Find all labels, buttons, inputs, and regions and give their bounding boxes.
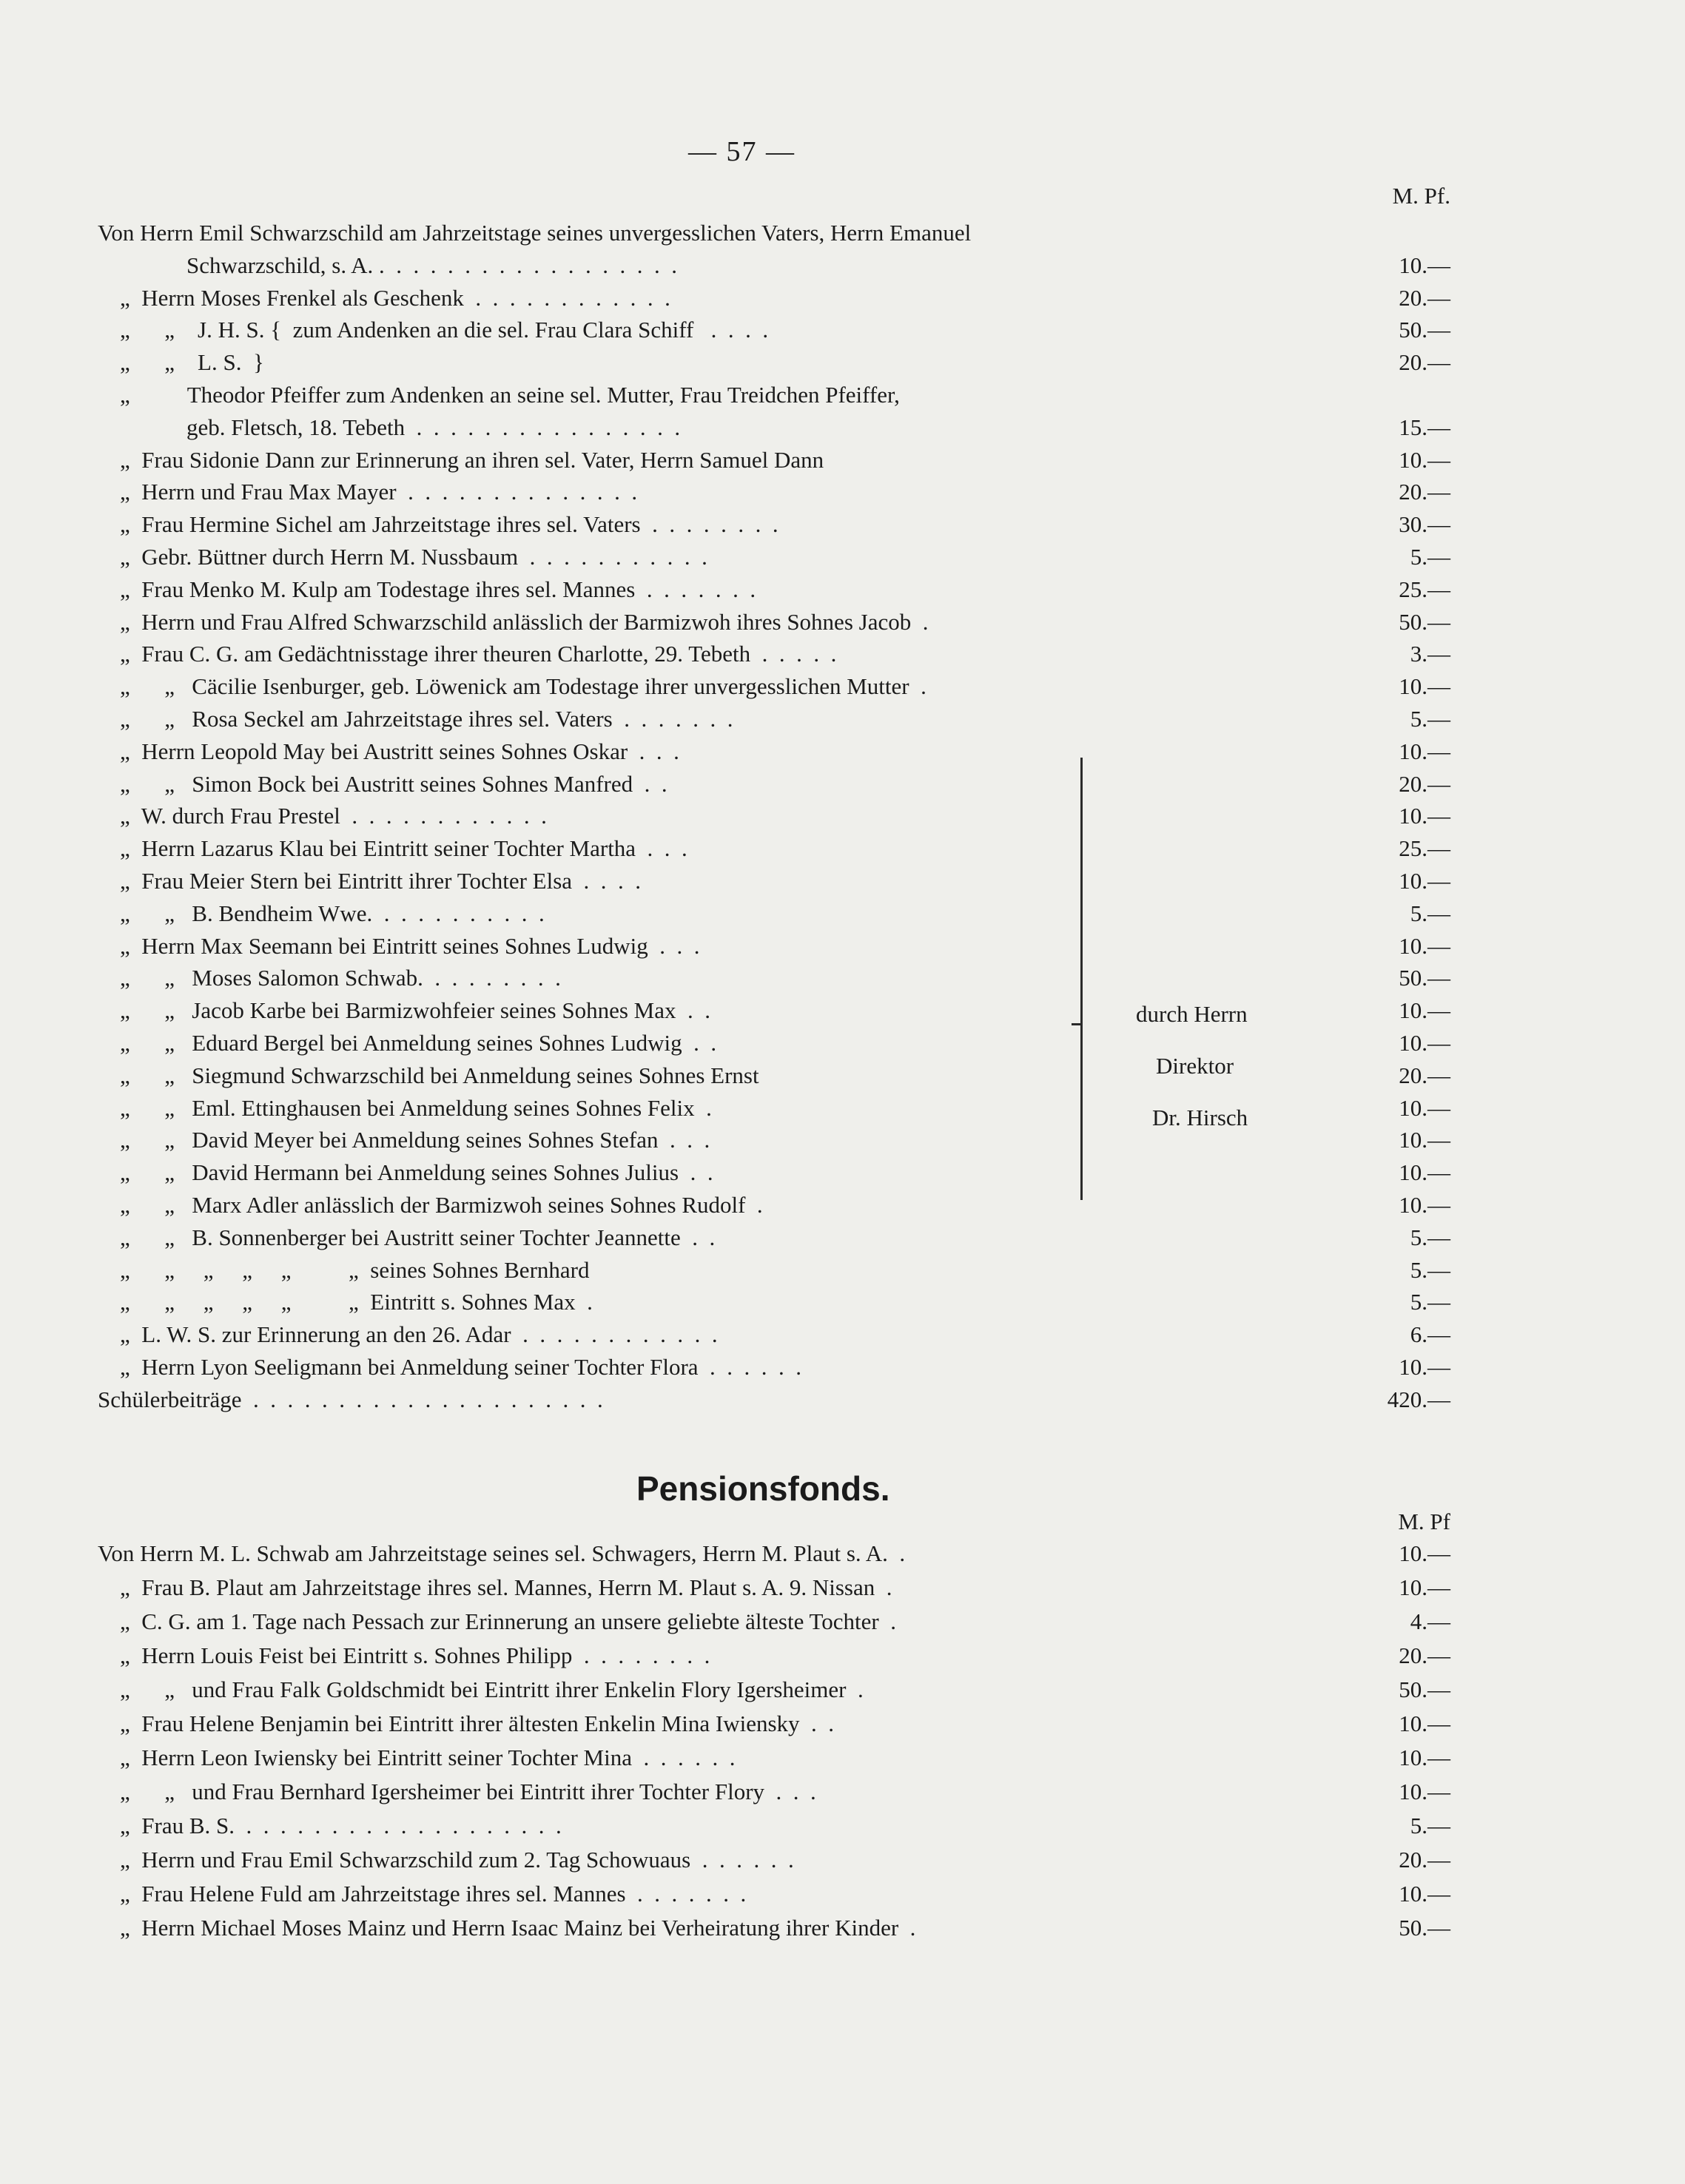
- entry-text: „ Frau Menko M. Kulp am Todestage ihres sel. Mannes . . . . . . .: [120, 576, 756, 602]
- entry-text: „ Herrn und Frau Emil Schwarzschild zum 2. Tag Schowuaus . . . . . .: [120, 1847, 794, 1873]
- entry-text: „ „ und Frau Falk Goldschmidt bei Eintritt ihrer Enkelin Flory Igersheimer .: [120, 1676, 864, 1702]
- entry-amount: 50.—: [1399, 1676, 1450, 1702]
- entry-amount: 20.—: [1399, 1062, 1450, 1088]
- entry-amount: 10.—: [1399, 252, 1450, 278]
- entry-amount: 5.—: [1410, 1256, 1450, 1283]
- entry-amount: 25.—: [1399, 835, 1450, 862]
- entry-text: „ „ Eml. Ettinghausen bei Anmeldung seines Sohnes Felix .: [120, 1094, 712, 1121]
- entry-amount: 25.—: [1399, 576, 1450, 602]
- entry-amount: 5.—: [1410, 900, 1450, 926]
- entry-text: „ Herrn Louis Feist bei Eintritt s. Sohnes Philipp . . . . . . . .: [120, 1642, 710, 1668]
- entry-amount: 20.—: [1399, 1642, 1450, 1668]
- entry-amount: 15.—: [1399, 414, 1450, 440]
- entry-text: „ Frau B. Plaut am Jahrzeitstage ihres sel. Mannes, Herrn M. Plaut s. A. 9. Nissan .: [120, 1574, 892, 1600]
- entry-amount: 5.—: [1410, 1813, 1450, 1838]
- entry-text: „ Herrn Leopold May bei Austritt seines Sohnes Oskar . . .: [120, 738, 679, 764]
- brace-bar-lower: [1080, 1030, 1083, 1200]
- entry-text: „ „ Jacob Karbe bei Barmizwohfeier seines Sohnes Max . .: [120, 997, 711, 1024]
- entry-text: Von Herrn Emil Schwarzschild am Jahrzeitstage seines unvergesslichen Vaters, Herrn Emanuel: [98, 220, 972, 246]
- entry-amount: 10.—: [1399, 868, 1450, 894]
- entry-amount: 10.—: [1399, 1745, 1450, 1770]
- entry-amount: 10.—: [1399, 1192, 1450, 1218]
- currency-header-2: M. Pf: [1398, 1509, 1450, 1534]
- brace-note-line-3: Dr. Hirsch: [1152, 1105, 1248, 1130]
- entry-amount: 10.—: [1399, 997, 1450, 1024]
- entry-text: „ „ Siegmund Schwarzschild bei Anmeldung seines Sohnes Ernst: [120, 1062, 759, 1088]
- entry-amount: 10.—: [1399, 1540, 1450, 1566]
- entry-amount: 5.—: [1410, 1289, 1450, 1315]
- entry-amount: 10.—: [1399, 1711, 1450, 1736]
- entry-text: „ Frau Meier Stern bei Eintritt ihrer Tochter Elsa . . . .: [120, 868, 642, 894]
- entry-amount: 4.—: [1410, 1608, 1450, 1634]
- entry-text: „ „ David Hermann bei Anmeldung seines Sohnes Julius . .: [120, 1159, 713, 1186]
- page-number: — 57 —: [688, 136, 796, 167]
- brace-note-line-2: Direktor: [1156, 1053, 1234, 1079]
- entry-text: „ „ David Meyer bei Anmeldung seines Sohnes Stefan . . .: [120, 1127, 710, 1153]
- entry-text: „ Frau Helene Fuld am Jahrzeitstage ihres sel. Mannes . . . . . . .: [120, 1881, 747, 1907]
- entry-text: „ Herrn Lyon Seeligmann bei Anmeldung seiner Tochter Flora . . . . . .: [120, 1354, 802, 1380]
- entry-amount: 10.—: [1399, 1030, 1450, 1056]
- entry-amount: 20.—: [1399, 479, 1450, 505]
- entry-text: „ Frau Hermine Sichel am Jahrzeitstage ihres sel. Vaters . . . . . . . .: [120, 511, 778, 538]
- entry-text: „ „ Simon Bock bei Austritt seines Sohnes Manfred . .: [120, 770, 667, 797]
- entry-amount: 3.—: [1410, 641, 1450, 667]
- entry-text: „ „ B. Sonnenberger bei Austritt seiner Tochter Jeannette . .: [120, 1224, 716, 1250]
- entry-amount: 10.—: [1399, 1094, 1450, 1121]
- entry-text: Schülerbeiträge . . . . . . . . . . . . . . . . . . . . .: [98, 1386, 603, 1412]
- entry-amount: 50.—: [1399, 965, 1450, 991]
- currency-header: M. Pf.: [1392, 183, 1450, 209]
- entry-amount: 10.—: [1399, 1159, 1450, 1186]
- brace-note-line-1: durch Herrn: [1136, 1001, 1248, 1027]
- entry-text: „ Herrn Michael Moses Mainz und Herrn Isaac Mainz bei Verheiratung ihrer Kinder .: [120, 1915, 916, 1941]
- entry-amount: 10.—: [1399, 1881, 1450, 1907]
- entry-amount: 10.—: [1399, 932, 1450, 959]
- entry-amount: 50.—: [1399, 317, 1450, 343]
- entry-text: „ Gebr. Büttner durch Herrn M. Nussbaum . . . . . . . . . . .: [120, 544, 707, 570]
- entry-amount: 20.—: [1399, 770, 1450, 797]
- entry-text: „ Herrn und Frau Alfred Schwarzschild anlässlich der Barmizwoh ihres Sohnes Jacob .: [120, 608, 929, 635]
- entry-amount: 420.—: [1387, 1386, 1450, 1412]
- entry-amount: 10.—: [1399, 738, 1450, 764]
- entry-text: „ „ Rosa Seckel am Jahrzeitstage ihres sel. Vaters . . . . . . .: [120, 706, 733, 732]
- entry-text: „ Frau Sidonie Dann zur Erinnerung an ihren sel. Vater, Herrn Samuel Dann: [120, 446, 824, 473]
- entry-text: „ „ B. Bendheim Wwe. . . . . . . . . . .: [120, 900, 545, 926]
- entry-amount: 30.—: [1399, 511, 1450, 538]
- brace-bar: [1080, 758, 1083, 1030]
- entry-text: „ Theodor Pfeiffer zum Andenken an seine sel. Mutter, Frau Treidchen Pfeiffer,: [120, 382, 900, 408]
- entry-text: „ „ Marx Adler anlässlich der Barmizwoh seines Sohnes Rudolf .: [120, 1192, 763, 1218]
- entry-text: „ „ und Frau Bernhard Igersheimer bei Eintritt ihrer Tochter Flory . . .: [120, 1779, 816, 1804]
- entry-text: „ „ L. S. }: [120, 349, 264, 376]
- entry-text: „ C. G. am 1. Tage nach Pessach zur Erinnerung an unsere geliebte älteste Tochter .: [120, 1608, 897, 1634]
- entry-text: Schwarzschild, s. A. . . . . . . . . . . . . . . . . . .: [186, 252, 678, 278]
- entry-amount: 10.—: [1399, 1574, 1450, 1600]
- entry-text: „ „ Cäcilie Isenburger, geb. Löwenick am Todestage ihrer unvergesslichen Mutter .: [120, 673, 926, 700]
- entry-text: „ Herrn und Frau Max Mayer . . . . . . . . . . . . . .: [120, 479, 638, 505]
- entry-text: „ Frau C. G. am Gedächtnisstage ihrer theuren Charlotte, 29. Tebeth . . . . .: [120, 641, 837, 667]
- entry-text: „ „ „ „ „ „ Eintritt s. Sohnes Max .: [120, 1289, 593, 1315]
- entry-text: „ „ „ „ „ „ seines Sohnes Bernhard: [120, 1256, 590, 1283]
- entry-amount: 5.—: [1410, 706, 1450, 732]
- entry-text: „ „ Eduard Bergel bei Anmeldung seines Sohnes Ludwig . .: [120, 1030, 717, 1056]
- entry-text: „ Herrn Moses Frenkel als Geschenk . . . . . . . . . . . .: [120, 284, 670, 311]
- entry-amount: 20.—: [1399, 284, 1450, 311]
- entry-amount: 20.—: [1399, 349, 1450, 376]
- entry-amount: 5.—: [1410, 1224, 1450, 1250]
- entry-amount: 10.—: [1399, 1127, 1450, 1153]
- entry-amount: 10.—: [1399, 673, 1450, 700]
- brace-tip: [1072, 1023, 1083, 1025]
- entry-text: „ „ Moses Salomon Schwab. . . . . . . . .: [120, 965, 561, 991]
- entry-amount: 10.—: [1399, 803, 1450, 829]
- entry-amount: 20.—: [1399, 1847, 1450, 1873]
- entry-text: „ W. durch Frau Prestel . . . . . . . . . . . .: [120, 803, 547, 829]
- entry-text: „ Herrn Lazarus Klau bei Eintritt seiner Tochter Martha . . .: [120, 835, 687, 862]
- entry-text: geb. Fletsch, 18. Tebeth . . . . . . . . . . . . . . . .: [186, 414, 681, 440]
- entry-text: „ Herrn Max Seemann bei Eintritt seines Sohnes Ludwig . . .: [120, 932, 700, 959]
- entry-amount: 10.—: [1399, 446, 1450, 473]
- entry-amount: 10.—: [1399, 1354, 1450, 1380]
- section-title-pensionsfonds: Pensionsfonds.: [636, 1469, 890, 1508]
- entry-amount: 5.—: [1410, 544, 1450, 570]
- entry-amount: 6.—: [1410, 1321, 1450, 1348]
- entry-amount: 10.—: [1399, 1779, 1450, 1804]
- entry-text: „ Frau Helene Benjamin bei Eintritt ihrer ältesten Enkelin Mina Iwiensky . .: [120, 1711, 835, 1736]
- entry-amount: 50.—: [1399, 1915, 1450, 1941]
- entry-text: „ L. W. S. zur Erinnerung an den 26. Adar . . . . . . . . . . . .: [120, 1321, 718, 1348]
- entry-text: „ „ J. H. S. { zum Andenken an die sel. Frau Clara Schiff . . . .: [120, 317, 769, 343]
- entry-text: „ Herrn Leon Iwiensky bei Eintritt seiner Tochter Mina . . . . . .: [120, 1745, 736, 1770]
- entry-text: Von Herrn M. L. Schwab am Jahrzeitstage seines sel. Schwagers, Herrn M. Plaut s. A. .: [98, 1540, 906, 1566]
- entry-text: „ Frau B. S. . . . . . . . . . . . . . . . . . . .: [120, 1813, 562, 1838]
- entry-amount: 50.—: [1399, 608, 1450, 635]
